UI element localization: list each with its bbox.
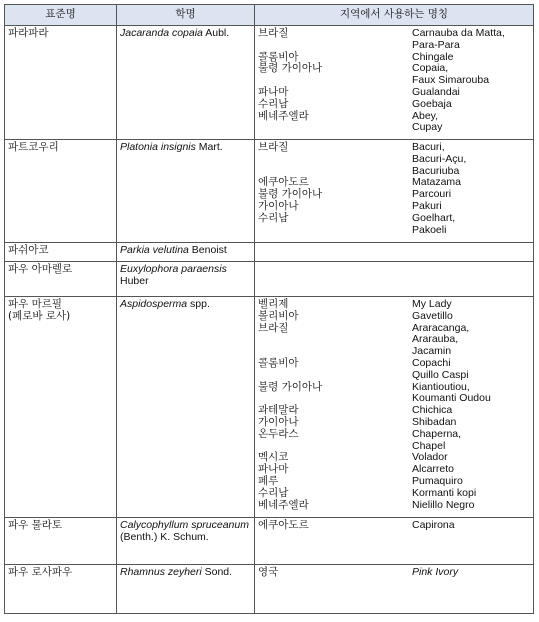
local-names-cell (255, 262, 534, 297)
scientific-name-cell (117, 262, 255, 297)
header-scientific-name: 학명 (117, 5, 255, 26)
local-name: Bacuriuba (412, 164, 460, 177)
local-name: Carnauba da Matta, (412, 27, 505, 39)
region-country: 콜롬비아 (258, 50, 299, 63)
region-country: 수리남 (258, 97, 289, 110)
local-name: Pakuri (412, 199, 442, 212)
standard-name: 파트코우리 (8, 141, 59, 153)
scientific-authority: Huber (120, 274, 149, 287)
local-names-cell (255, 297, 534, 518)
region-country: 벨리제 (258, 298, 289, 310)
region-country: 가이아나 (258, 199, 299, 212)
local-name: Parcouri (412, 188, 452, 201)
local-name: Goebaja (412, 97, 452, 110)
region-country: 콜롬비아 (258, 356, 299, 369)
scientific-name-cell (117, 26, 255, 140)
local-name: Para-Para (412, 38, 460, 51)
standard-name-cell (5, 262, 117, 297)
region-country: 페루 (258, 474, 279, 487)
region-grid (258, 28, 530, 134)
region-country: 멕시코 (258, 451, 289, 464)
region-grid (258, 142, 530, 236)
scientific-authority: Aubl. (202, 27, 230, 39)
header-local-names: 지역에서 사용하는 명칭 (255, 5, 534, 26)
local-name: Chaperna, (412, 427, 462, 440)
region-country: 가이아나 (258, 415, 299, 428)
standard-name: 파우 마르필 (8, 298, 63, 310)
local-name: Abey, (412, 109, 439, 122)
local-name: Shibadan (412, 415, 457, 428)
local-name: Goelhart, (412, 211, 456, 224)
region-country: 온두라스 (258, 427, 299, 440)
local-name: Chichica (412, 404, 453, 417)
standard-name: 파우 아마렐로 (8, 263, 73, 275)
region-grid (258, 520, 530, 532)
region-country: 에쿠아도르 (258, 176, 309, 189)
region-country: 불령 가이아나 (258, 62, 323, 75)
scientific-authority: (Benth.) K. Schum. (120, 530, 209, 543)
local-name: Araracanga, (412, 321, 470, 334)
standard-name-cell (5, 243, 117, 262)
local-name: Nielillo Negro (412, 498, 475, 511)
header-row (5, 5, 534, 26)
local-name: Copaia, (412, 62, 449, 75)
local-name: Alcarreto (412, 463, 455, 476)
region-country: 불령 가이아나 (258, 188, 323, 201)
region-country: 과테말라 (258, 404, 299, 417)
scientific-name-cell (117, 140, 255, 243)
local-name: Pumaquiro (412, 474, 463, 487)
scientific-name-cell (117, 518, 255, 565)
scientific-name: Platonia insignis (120, 141, 196, 153)
header-standard-name: 표준명 (5, 5, 117, 26)
table-row (5, 140, 534, 243)
scientific-name: Parkia velutina (120, 244, 189, 256)
local-name: Matazama (412, 176, 462, 189)
standard-name: 파우 로사파우 (8, 566, 73, 578)
local-name: Bacuri-Açu, (412, 152, 467, 165)
standard-name-alt: (페로바 로사) (8, 309, 71, 322)
scientific-name: Jacaranda copaia (120, 27, 203, 39)
species-table (4, 4, 534, 614)
region-country: 수리남 (258, 486, 289, 499)
local-name: Chingale (412, 50, 454, 63)
standard-name: 파라파라 (8, 27, 49, 39)
region-country: 에쿠아도르 (258, 519, 309, 531)
region-grid (258, 567, 530, 579)
region-country: 브라질 (258, 27, 289, 39)
scientific-name: Aspidosperma (120, 298, 188, 310)
standard-name-cell (5, 140, 117, 243)
local-names-cell (255, 243, 534, 262)
local-names-cell (255, 518, 534, 565)
region-country: 파나마 (258, 85, 289, 98)
standard-name: 파우 물라토 (8, 519, 63, 531)
standard-name-cell (5, 565, 117, 614)
local-name: Pakoeli (412, 223, 447, 236)
region-country: 영국 (258, 566, 279, 578)
local-name: Bacuri, (412, 141, 445, 153)
region-country: 파나마 (258, 463, 289, 476)
region-grid (258, 299, 530, 511)
region-country: 수리남 (258, 211, 289, 224)
region-country: 베네주엘라 (258, 109, 309, 122)
local-name: Chapel (412, 439, 446, 452)
standard-name-cell (5, 26, 117, 140)
local-names-cell (255, 140, 534, 243)
scientific-name-cell (117, 243, 255, 262)
local-names-cell (255, 26, 534, 140)
table-row (5, 518, 534, 565)
local-name: Pink Ivory (412, 566, 459, 578)
scientific-name-cell (117, 297, 255, 518)
local-name: Gavetillo (412, 309, 453, 322)
region-country (258, 370, 408, 382)
scientific-name: Euxylophora paraensis (120, 263, 227, 275)
scientific-name: Rhamnus zeyheri (120, 566, 202, 578)
local-name: Volador (412, 451, 448, 464)
region-country: 베네주엘라 (258, 498, 309, 511)
table-row (5, 243, 534, 262)
table-row (5, 262, 534, 297)
region-country: 볼리비아 (258, 309, 299, 322)
local-name: Cupay (412, 121, 443, 134)
local-name: Ararauba, (412, 333, 459, 346)
table-row (5, 26, 534, 140)
scientific-authority: Sond. (201, 566, 233, 578)
table-row (5, 297, 534, 518)
standard-name-cell (5, 518, 117, 565)
local-name: Gualandai (412, 85, 460, 98)
local-name: Capirona (412, 519, 455, 531)
region-country: 브라질 (258, 141, 289, 153)
scientific-authority: Benoist (188, 244, 227, 256)
standard-name-cell (5, 297, 117, 518)
region-country: 브라질 (258, 321, 289, 334)
local-name: Quillo Caspi (412, 368, 469, 381)
scientific-authority: spp. (187, 298, 210, 310)
scientific-authority: Mart. (195, 141, 223, 153)
scientific-name: Calycophyllum spruceanum (120, 519, 249, 531)
local-name: Kormanti kopi (412, 486, 477, 499)
local-name: My Lady (412, 298, 452, 310)
standard-name: 파쉬아코 (8, 244, 49, 256)
region-country: 불령 가이아나 (258, 380, 323, 393)
local-name: Faux Simarouba (412, 74, 490, 87)
local-name: Koumanti Oudou (412, 392, 491, 405)
local-name: Kiantioutiou, (412, 380, 470, 393)
table-body (5, 26, 534, 614)
scientific-name-cell (117, 565, 255, 614)
local-name: Copachi (412, 356, 451, 369)
local-names-cell (255, 565, 534, 614)
table-row (5, 565, 534, 614)
local-name: Jacamin (412, 345, 452, 358)
